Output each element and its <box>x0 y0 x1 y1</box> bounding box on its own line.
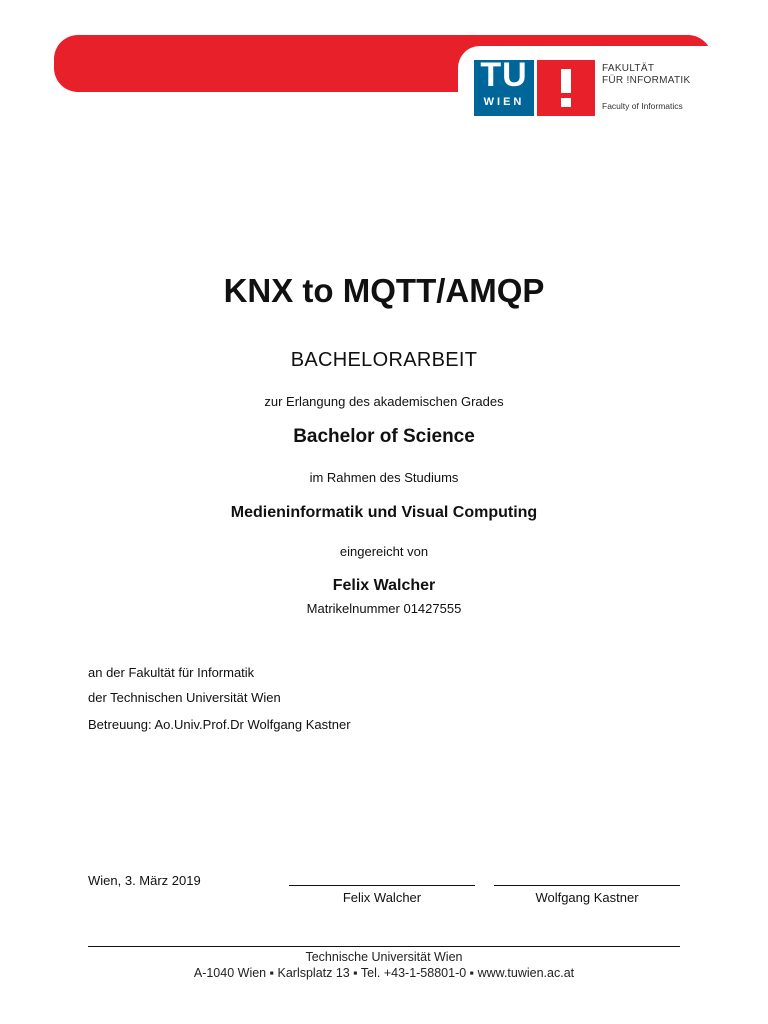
degree-name: Bachelor of Science <box>293 426 475 447</box>
signature-line-author <box>289 885 475 886</box>
matriculation-number: Matrikelnummer 01427555 <box>306 601 462 616</box>
logo-tu-text: TU <box>480 56 528 94</box>
author-name: Felix Walcher <box>332 577 436 594</box>
thesis-title: KNX to MQTT/AMQP <box>223 272 545 309</box>
institution-faculty: an der Fakultät für Informatik <box>88 665 255 680</box>
tu-wien-logo <box>474 56 534 116</box>
signature-name-supervisor: Wolfgang Kastner <box>535 890 639 905</box>
place-and-date: Wien, 3. März 2019 <box>88 873 201 888</box>
footer-divider <box>88 946 680 947</box>
faculty-line-1: FAKULTÄT <box>602 63 655 74</box>
degree-purpose: zur Erlangung des akademischen Grades <box>264 394 504 409</box>
supervisor: Betreuung: Ao.Univ.Prof.Dr Wolfgang Kastner <box>88 717 351 732</box>
logo-wien-text: WIEN <box>483 96 525 108</box>
faculty-line-2: FÜR !NFORMATIK <box>602 75 691 86</box>
submitted-by-label: eingereicht von <box>339 544 429 559</box>
study-framework: im Rahmen des Studiums <box>309 470 459 485</box>
informatics-exclamation-icon <box>537 60 595 116</box>
study-program: Medieninformatik und Visual Computing <box>230 504 538 521</box>
institution-university: der Technischen Universität Wien <box>88 690 281 705</box>
faculty-english-name: Faculty of Informatics <box>602 101 683 111</box>
faculty-name <box>602 63 690 87</box>
footer-address: A-1040 Wien ▪ Karlsplatz 13 ▪ Tel. +43-1-58801-0 ▪ www.tuwien.ac.at <box>193 966 575 980</box>
signature-name-author: Felix Walcher <box>342 890 422 905</box>
footer-university: Technische Universität Wien <box>305 950 463 964</box>
thesis-type: BACHELORARBEIT <box>290 349 478 371</box>
signature-line-supervisor <box>494 885 680 886</box>
